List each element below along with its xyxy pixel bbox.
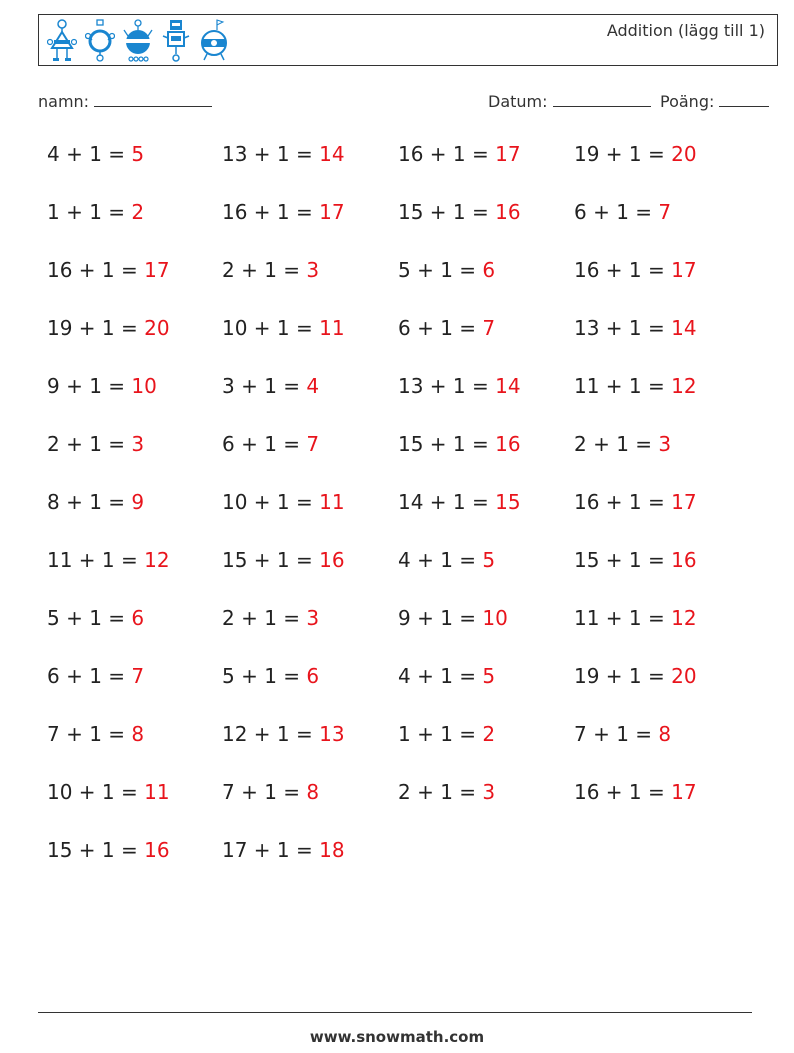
- problem-item: [222, 722, 345, 746]
- problem-answer: 20: [144, 316, 170, 340]
- problem-question: 4 + 1 =: [398, 548, 483, 572]
- problem-item: [574, 200, 671, 224]
- problem-question: 3 + 1 =: [222, 374, 307, 398]
- problem-question: 4 + 1 =: [398, 664, 483, 688]
- problem-answer: 17: [671, 780, 697, 804]
- problem-answer: 4: [306, 374, 320, 398]
- problem-item: [398, 432, 521, 456]
- problem-question: 14 + 1 =: [398, 490, 496, 514]
- problem-item: [574, 432, 671, 456]
- problem-answer: 11: [319, 316, 345, 340]
- problem-item: [222, 316, 345, 340]
- problem-question: 16 + 1 =: [574, 780, 672, 804]
- problem-item: [574, 606, 697, 630]
- problem-question: 16 + 1 =: [574, 258, 672, 282]
- header-box: [38, 14, 778, 66]
- problem-item: [47, 548, 170, 572]
- problem-item: [398, 200, 521, 224]
- problem-answer: 6: [131, 606, 145, 630]
- problem-answer: 3: [131, 432, 145, 456]
- problem-item: [47, 838, 170, 862]
- problem-answer: 11: [144, 780, 170, 804]
- problem-item: [574, 722, 671, 746]
- problem-question: 5 + 1 =: [47, 606, 132, 630]
- problem-item: [574, 316, 697, 340]
- footer-url: www.snowmath.com: [309, 1028, 485, 1046]
- problem-item: [222, 258, 319, 282]
- problem-answer: 18: [319, 838, 345, 862]
- problem-answer: 15: [495, 490, 521, 514]
- problem-question: 10 + 1 =: [222, 316, 320, 340]
- score-label: Poäng:: [660, 92, 715, 111]
- problem-answer: 7: [482, 316, 496, 340]
- problem-answer: 20: [671, 664, 697, 688]
- date-label: Datum:: [488, 92, 548, 111]
- problem-answer: 17: [671, 258, 697, 282]
- problem-item: [47, 316, 170, 340]
- robot-icon: [123, 18, 153, 64]
- problem-question: 11 + 1 =: [574, 606, 672, 630]
- problem-item: [398, 258, 495, 282]
- problem-question: 9 + 1 =: [47, 374, 132, 398]
- problem-question: 1 + 1 =: [398, 722, 483, 746]
- problem-item: [398, 374, 521, 398]
- problem-item: [47, 200, 144, 224]
- problem-answer: 12: [671, 606, 697, 630]
- name-field[interactable]: [38, 92, 212, 111]
- problem-item: [222, 490, 345, 514]
- problem-item: [222, 142, 345, 166]
- problem-question: 13 + 1 =: [574, 316, 672, 340]
- problem-item: [222, 374, 319, 398]
- problem-item: [47, 432, 144, 456]
- problem-item: [398, 490, 521, 514]
- problem-question: 7 + 1 =: [222, 780, 307, 804]
- problem-answer: 8: [306, 780, 320, 804]
- problem-answer: 3: [482, 780, 496, 804]
- problem-answer: 3: [306, 606, 320, 630]
- problem-answer: 16: [319, 548, 345, 572]
- problem-question: 15 + 1 =: [222, 548, 320, 572]
- score-field[interactable]: [660, 92, 769, 111]
- problem-item: [47, 374, 157, 398]
- problem-answer: 5: [131, 142, 145, 166]
- problem-question: 19 + 1 =: [574, 142, 672, 166]
- problem-answer: 5: [482, 548, 496, 572]
- robot-icon: [47, 18, 77, 64]
- problem-item: [47, 664, 144, 688]
- problem-answer: 6: [306, 664, 320, 688]
- problem-question: 6 + 1 =: [222, 432, 307, 456]
- problem-item: [574, 548, 697, 572]
- name-label: namn:: [38, 92, 90, 111]
- problem-answer: 17: [671, 490, 697, 514]
- problem-answer: 3: [306, 258, 320, 282]
- problem-item: [222, 664, 319, 688]
- score-blank[interactable]: [719, 92, 769, 107]
- problem-answer: 20: [671, 142, 697, 166]
- problem-item: [574, 780, 697, 804]
- problem-answer: 14: [319, 142, 345, 166]
- problem-question: 16 + 1 =: [398, 142, 496, 166]
- problem-answer: 17: [144, 258, 170, 282]
- problem-answer: 12: [144, 548, 170, 572]
- problem-answer: 7: [658, 200, 672, 224]
- problem-item: [222, 548, 345, 572]
- problem-answer: 6: [482, 258, 496, 282]
- problem-answer: 11: [319, 490, 345, 514]
- problem-question: 15 + 1 =: [398, 432, 496, 456]
- problem-answer: 10: [482, 606, 508, 630]
- problem-question: 2 + 1 =: [574, 432, 659, 456]
- problem-answer: 17: [319, 200, 345, 224]
- robot-icons: [47, 18, 229, 64]
- problem-answer: 9: [131, 490, 145, 514]
- problem-item: [574, 374, 697, 398]
- problem-question: 13 + 1 =: [398, 374, 496, 398]
- problem-question: 19 + 1 =: [47, 316, 145, 340]
- problem-answer: 16: [495, 200, 521, 224]
- problem-item: [574, 258, 697, 282]
- problem-answer: 10: [131, 374, 157, 398]
- problem-question: 11 + 1 =: [47, 548, 145, 572]
- problem-question: 10 + 1 =: [222, 490, 320, 514]
- problem-answer: 7: [131, 664, 145, 688]
- problem-item: [222, 432, 319, 456]
- date-blank[interactable]: [553, 92, 651, 107]
- problem-answer: 2: [482, 722, 496, 746]
- problem-item: [47, 142, 144, 166]
- problem-question: 16 + 1 =: [222, 200, 320, 224]
- problem-question: 15 + 1 =: [47, 838, 145, 862]
- problem-answer: 13: [319, 722, 345, 746]
- problem-item: [47, 606, 144, 630]
- problem-item: [47, 722, 144, 746]
- problem-answer: 5: [482, 664, 496, 688]
- date-field[interactable]: [488, 92, 651, 111]
- name-blank[interactable]: [94, 92, 212, 107]
- problem-question: 1 + 1 =: [47, 200, 132, 224]
- problem-question: 15 + 1 =: [574, 548, 672, 572]
- problem-question: 8 + 1 =: [47, 490, 132, 514]
- problem-question: 15 + 1 =: [398, 200, 496, 224]
- problem-item: [574, 142, 697, 166]
- problem-question: 13 + 1 =: [222, 142, 320, 166]
- problem-item: [574, 490, 697, 514]
- problem-item: [222, 200, 345, 224]
- problem-question: 7 + 1 =: [47, 722, 132, 746]
- problem-item: [47, 490, 144, 514]
- problem-question: 5 + 1 =: [222, 664, 307, 688]
- problem-answer: 7: [306, 432, 320, 456]
- robot-icon: [161, 18, 191, 64]
- problem-question: 2 + 1 =: [47, 432, 132, 456]
- problem-answer: 16: [495, 432, 521, 456]
- problem-answer: 16: [144, 838, 170, 862]
- problem-question: 17 + 1 =: [222, 838, 320, 862]
- problem-item: [574, 664, 697, 688]
- problem-question: 2 + 1 =: [222, 258, 307, 282]
- problem-item: [222, 838, 345, 862]
- problem-question: 7 + 1 =: [574, 722, 659, 746]
- problem-question: 11 + 1 =: [574, 374, 672, 398]
- problem-item: [398, 722, 495, 746]
- problem-item: [222, 780, 319, 804]
- problem-item: [47, 258, 170, 282]
- problem-item: [398, 606, 508, 630]
- problem-question: 19 + 1 =: [574, 664, 672, 688]
- problem-item: [222, 606, 319, 630]
- problem-answer: 17: [495, 142, 521, 166]
- problem-answer: 16: [671, 548, 697, 572]
- problem-question: 10 + 1 =: [47, 780, 145, 804]
- problem-item: [398, 316, 495, 340]
- problem-answer: 3: [658, 432, 672, 456]
- problem-answer: 2: [131, 200, 145, 224]
- problem-answer: 12: [671, 374, 697, 398]
- problem-question: 12 + 1 =: [222, 722, 320, 746]
- robot-icon: [85, 18, 115, 64]
- problem-question: 6 + 1 =: [398, 316, 483, 340]
- problem-question: 6 + 1 =: [47, 664, 132, 688]
- problem-question: 16 + 1 =: [574, 490, 672, 514]
- worksheet-title: Addition (lägg till 1): [606, 21, 765, 40]
- problem-question: 2 + 1 =: [222, 606, 307, 630]
- problem-item: [398, 548, 495, 572]
- problem-item: [398, 664, 495, 688]
- problem-question: 6 + 1 =: [574, 200, 659, 224]
- problem-answer: 14: [671, 316, 697, 340]
- problem-question: 16 + 1 =: [47, 258, 145, 282]
- problem-item: [47, 780, 170, 804]
- problem-question: 2 + 1 =: [398, 780, 483, 804]
- problem-item: [398, 142, 521, 166]
- problem-question: 9 + 1 =: [398, 606, 483, 630]
- problem-question: 5 + 1 =: [398, 258, 483, 282]
- problem-question: 4 + 1 =: [47, 142, 132, 166]
- robot-icon: [199, 18, 229, 64]
- problem-item: [398, 780, 495, 804]
- problem-answer: 8: [131, 722, 145, 746]
- footer-divider: [38, 1012, 752, 1013]
- problem-answer: 14: [495, 374, 521, 398]
- problem-answer: 8: [658, 722, 672, 746]
